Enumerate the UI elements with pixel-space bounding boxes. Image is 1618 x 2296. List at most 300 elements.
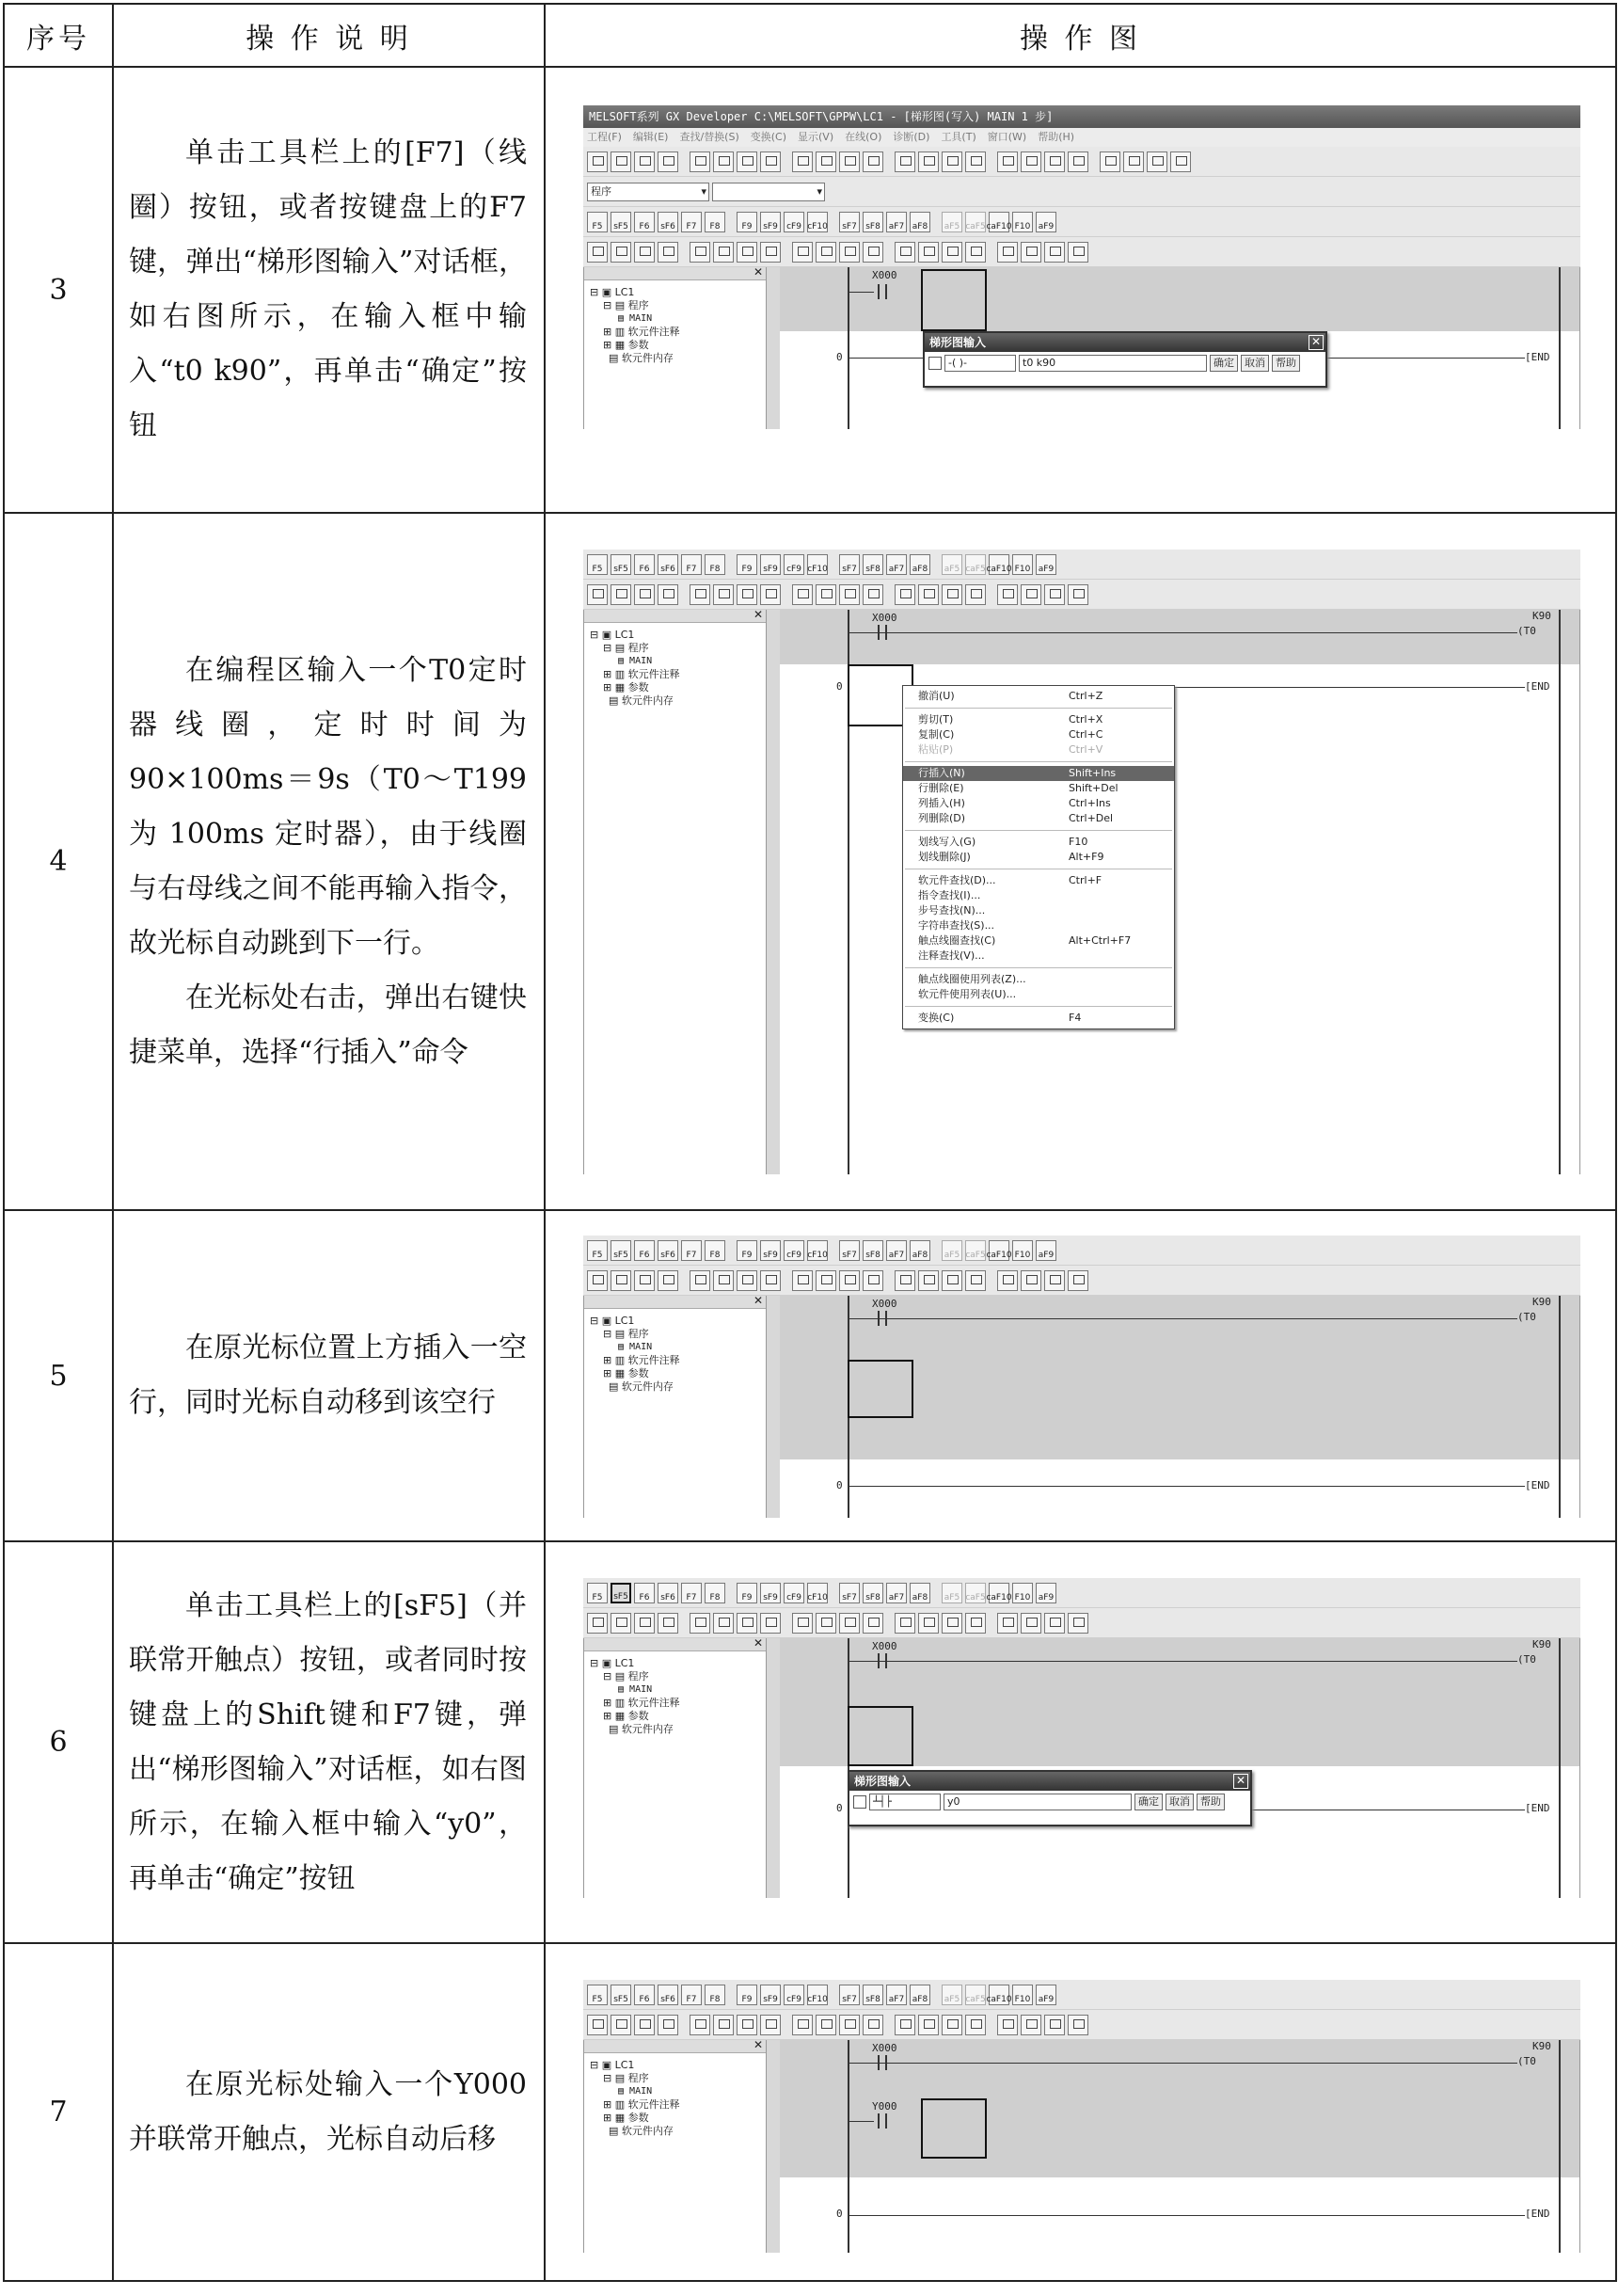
toolbar-icon[interactable] bbox=[997, 1613, 1018, 1634]
toolbar-icon[interactable] bbox=[587, 584, 608, 605]
ladder-key-button[interactable]: F6 bbox=[634, 1240, 655, 1261]
ladder-key-button[interactable]: F7 bbox=[681, 1583, 702, 1603]
toolbar-icon[interactable] bbox=[737, 151, 757, 172]
menu-item[interactable]: 诊断(D) bbox=[893, 131, 930, 143]
ladder-key-button[interactable]: sF8 bbox=[863, 1240, 883, 1261]
toolbar-icon[interactable] bbox=[863, 2015, 883, 2035]
toolbar-icon[interactable] bbox=[965, 151, 986, 172]
ladder-key-button[interactable]: sF5 bbox=[611, 1583, 631, 1603]
program-combo[interactable]: 程序 ▾ bbox=[587, 183, 709, 201]
ladder-key-button[interactable]: aF7 bbox=[886, 554, 907, 575]
toolbar-icon[interactable] bbox=[918, 1613, 939, 1634]
toolbar-icon[interactable] bbox=[658, 1613, 678, 1634]
menu-item[interactable]: 窗口(W) bbox=[987, 131, 1027, 143]
tree-item[interactable]: ▤ 软元件内存 bbox=[609, 1723, 674, 1735]
ladder-key-button[interactable]: aF5 bbox=[942, 554, 962, 575]
ladder-key-button[interactable]: cF9 bbox=[784, 554, 804, 575]
toolbar-icon[interactable] bbox=[1068, 1613, 1088, 1634]
toolbar-icon[interactable] bbox=[760, 242, 781, 263]
menu-item[interactable]: 查找/替换(S) bbox=[679, 131, 739, 143]
context-menu-item[interactable] bbox=[903, 766, 1174, 781]
close-icon[interactable]: ✕ bbox=[753, 1294, 763, 1307]
toolbar-icon[interactable] bbox=[965, 1270, 986, 1291]
toolbar-icon[interactable] bbox=[690, 1270, 710, 1291]
toolbar-icon[interactable] bbox=[634, 1270, 655, 1291]
cancel-button[interactable]: 取消 bbox=[1241, 355, 1269, 372]
ladder-key-button[interactable]: cF9 bbox=[784, 1240, 804, 1261]
ladder-key-button[interactable]: F5 bbox=[587, 1985, 608, 2005]
menu-item[interactable]: 变换(C) bbox=[750, 131, 787, 143]
ladder-key-button[interactable]: F10 bbox=[1012, 1985, 1033, 2005]
ladder-key-button[interactable]: cF10 bbox=[807, 1240, 828, 1261]
ladder-key-button[interactable]: aF5 bbox=[942, 1583, 962, 1603]
tree-item[interactable]: ⊟ ▣ LC1 bbox=[590, 1657, 635, 1669]
tree-item[interactable]: ▤ MAIN bbox=[618, 2086, 653, 2097]
toolbar-icon[interactable] bbox=[895, 242, 915, 263]
ladder-key-button[interactable]: sF5 bbox=[611, 554, 631, 575]
toolbar-icon[interactable] bbox=[895, 1270, 915, 1291]
toolbar-icon[interactable] bbox=[792, 242, 813, 263]
context-menu-item[interactable] bbox=[903, 903, 1174, 918]
toolbar-icon[interactable] bbox=[587, 1270, 608, 1291]
toolbar-icon[interactable] bbox=[634, 151, 655, 172]
toolbar-icon[interactable] bbox=[713, 1270, 734, 1291]
ladder-key-button[interactable]: caF10 bbox=[989, 212, 1009, 232]
context-menu-item[interactable] bbox=[903, 811, 1174, 826]
toolbar-icon[interactable] bbox=[760, 1613, 781, 1634]
toolbar-icon[interactable] bbox=[942, 1613, 962, 1634]
ladder-key-button[interactable]: F9 bbox=[737, 212, 757, 232]
context-menu-item[interactable] bbox=[903, 918, 1174, 933]
toolbar-icon[interactable] bbox=[587, 242, 608, 263]
ladder-key-button[interactable]: sF9 bbox=[760, 1583, 781, 1603]
toolbar-icon[interactable] bbox=[634, 1613, 655, 1634]
toolbar-icon[interactable] bbox=[1044, 242, 1065, 263]
tree-item[interactable]: ⊞ ▦ 参数 bbox=[603, 2112, 649, 2124]
toolbar-icon[interactable] bbox=[863, 151, 883, 172]
ladder-key-button[interactable]: aF5 bbox=[942, 1240, 962, 1261]
tree-item[interactable]: ⊞ ▦ 参数 bbox=[603, 1367, 649, 1379]
ladder-key-button[interactable]: cF9 bbox=[784, 212, 804, 232]
ladder-key-button[interactable]: F8 bbox=[705, 1583, 725, 1603]
tree-item[interactable]: ⊟ ▣ LC1 bbox=[590, 2059, 635, 2071]
toolbar-icon[interactable] bbox=[1021, 242, 1041, 263]
ladder-key-button[interactable]: aF7 bbox=[886, 1583, 907, 1603]
toolbar-icon[interactable] bbox=[997, 584, 1018, 605]
toolbar-icon[interactable] bbox=[839, 2015, 860, 2035]
ladder-key-button[interactable]: caF5 bbox=[965, 1583, 986, 1603]
help-button[interactable]: 帮助 bbox=[1272, 355, 1300, 372]
context-menu-item[interactable] bbox=[903, 888, 1174, 903]
toolbar-icon[interactable] bbox=[816, 1270, 836, 1291]
toolbar-icon[interactable] bbox=[1021, 2015, 1041, 2035]
toolbar-icon[interactable] bbox=[895, 1613, 915, 1634]
close-icon[interactable]: ✕ bbox=[753, 265, 763, 279]
ladder-key-button[interactable]: sF7 bbox=[839, 212, 860, 232]
toolbar-icon[interactable] bbox=[1044, 1613, 1065, 1634]
ladder-key-button[interactable]: F5 bbox=[587, 1583, 608, 1603]
context-menu-item[interactable] bbox=[903, 949, 1174, 964]
ladder-key-button[interactable]: aF8 bbox=[910, 1583, 930, 1603]
toolbar-icon[interactable] bbox=[737, 2015, 757, 2035]
toolbar-icon[interactable] bbox=[1021, 1270, 1041, 1291]
ladder-key-button[interactable]: F10 bbox=[1012, 212, 1033, 232]
toolbar-icon[interactable] bbox=[863, 584, 883, 605]
toolbar-icon[interactable] bbox=[863, 242, 883, 263]
toolbar-icon[interactable] bbox=[816, 1613, 836, 1634]
toolbar-icon[interactable] bbox=[792, 151, 813, 172]
toolbar-icon[interactable] bbox=[1021, 1613, 1041, 1634]
context-menu-item[interactable] bbox=[903, 781, 1174, 796]
toolbar-icon[interactable] bbox=[1068, 151, 1088, 172]
toolbar-icon[interactable] bbox=[942, 1270, 962, 1291]
toolbar-icon[interactable] bbox=[690, 2015, 710, 2035]
toolbar-icon[interactable] bbox=[918, 1270, 939, 1291]
toolbar-icon[interactable] bbox=[634, 2015, 655, 2035]
menu-item[interactable]: 工具(T) bbox=[941, 131, 976, 143]
toolbar-icon[interactable] bbox=[816, 242, 836, 263]
toolbar-icon[interactable] bbox=[918, 242, 939, 263]
tree-item[interactable]: ⊟ ▤ 程序 bbox=[603, 299, 649, 311]
toolbar-icon[interactable] bbox=[737, 584, 757, 605]
ladder-key-button[interactable]: sF9 bbox=[760, 554, 781, 575]
ladder-key-button[interactable]: cF10 bbox=[807, 212, 828, 232]
toolbar-icon[interactable] bbox=[658, 584, 678, 605]
ladder-key-button[interactable]: aF7 bbox=[886, 212, 907, 232]
ladder-key-button[interactable]: aF9 bbox=[1036, 212, 1056, 232]
ladder-key-button[interactable]: caF5 bbox=[965, 1985, 986, 2005]
ladder-key-button[interactable]: F8 bbox=[705, 1985, 725, 2005]
toolbar-icon[interactable] bbox=[863, 1613, 883, 1634]
ladder-key-button[interactable]: sF5 bbox=[611, 1985, 631, 2005]
toolbar-icon[interactable] bbox=[713, 1613, 734, 1634]
context-menu-item[interactable] bbox=[903, 972, 1174, 987]
toolbar-icon[interactable] bbox=[863, 1270, 883, 1291]
toolbar-icon[interactable] bbox=[760, 1270, 781, 1291]
toolbar-icon[interactable] bbox=[942, 242, 962, 263]
toolbar-icon[interactable] bbox=[760, 2015, 781, 2035]
context-menu-item[interactable] bbox=[903, 873, 1174, 888]
ladder-key-button[interactable]: aF8 bbox=[910, 212, 930, 232]
tree-item[interactable]: ⊞ ▦ 参数 bbox=[603, 339, 649, 351]
tree-item[interactable]: ▤ 软元件内存 bbox=[609, 2125, 674, 2137]
toolbar-icon[interactable] bbox=[816, 151, 836, 172]
ladder-key-button[interactable]: F9 bbox=[737, 1583, 757, 1603]
tree-item[interactable]: ⊞ ▥ 软元件注释 bbox=[603, 1697, 680, 1709]
ladder-key-button[interactable]: aF5 bbox=[942, 212, 962, 232]
ladder-key-button[interactable]: F7 bbox=[681, 212, 702, 232]
ladder-key-button[interactable]: aF7 bbox=[886, 1240, 907, 1261]
toolbar-icon[interactable] bbox=[965, 242, 986, 263]
toolbar-icon[interactable] bbox=[839, 1270, 860, 1291]
toolbar-icon[interactable] bbox=[690, 151, 710, 172]
ladder-key-button[interactable]: cF10 bbox=[807, 1985, 828, 2005]
toolbar-icon[interactable] bbox=[895, 2015, 915, 2035]
toolbar-icon[interactable] bbox=[658, 1270, 678, 1291]
symbol-select[interactable]: -( )- bbox=[944, 355, 1016, 372]
toolbar-icon[interactable] bbox=[1044, 584, 1065, 605]
context-menu-item[interactable] bbox=[903, 727, 1174, 742]
toolbar-icon[interactable] bbox=[816, 584, 836, 605]
toolbar-icon[interactable] bbox=[839, 242, 860, 263]
ladder-key-button[interactable]: F10 bbox=[1012, 554, 1033, 575]
toolbar-icon[interactable] bbox=[965, 2015, 986, 2035]
toolbar-icon[interactable] bbox=[997, 242, 1018, 263]
tree-item[interactable]: ▤ 软元件内存 bbox=[609, 1380, 674, 1393]
tree-item[interactable]: ⊞ ▥ 软元件注释 bbox=[603, 2098, 680, 2111]
ladder-key-button[interactable]: aF8 bbox=[910, 1240, 930, 1261]
ladder-key-button[interactable]: F6 bbox=[634, 1583, 655, 1603]
ladder-key-button[interactable]: sF9 bbox=[760, 212, 781, 232]
ladder-key-button[interactable]: caF5 bbox=[965, 212, 986, 232]
ladder-key-button[interactable]: caF10 bbox=[989, 1583, 1009, 1603]
tree-item[interactable]: ⊟ ▣ LC1 bbox=[590, 1315, 635, 1327]
toolbar-icon[interactable] bbox=[611, 151, 631, 172]
close-icon[interactable]: ✕ bbox=[1233, 1774, 1248, 1789]
ladder-key-button[interactable]: F9 bbox=[737, 554, 757, 575]
tree-item-label: 软元件内存 bbox=[621, 1380, 674, 1393]
menu-item[interactable]: 帮助(H) bbox=[1038, 131, 1075, 143]
toolbar-icon[interactable] bbox=[942, 2015, 962, 2035]
ladder-key-button[interactable]: F9 bbox=[737, 1985, 757, 2005]
ok-button[interactable]: 确定 bbox=[1210, 355, 1238, 372]
toolbar-icon[interactable] bbox=[792, 2015, 813, 2035]
toolbar-icon[interactable] bbox=[737, 1270, 757, 1291]
ladder-key-button[interactable]: sF6 bbox=[658, 554, 678, 575]
toolbar-icon[interactable] bbox=[587, 151, 608, 172]
close-icon[interactable]: ✕ bbox=[753, 608, 763, 621]
ladder-key-button[interactable]: F10 bbox=[1012, 1583, 1033, 1603]
ladder-key-button[interactable]: cF9 bbox=[784, 1985, 804, 2005]
toolbar-icon[interactable] bbox=[587, 2015, 608, 2035]
toolbar-icon[interactable] bbox=[760, 584, 781, 605]
tree-item[interactable]: ▤ MAIN bbox=[618, 313, 653, 324]
ladder-key-button[interactable]: F8 bbox=[705, 1240, 725, 1261]
toolbar-icon[interactable] bbox=[658, 2015, 678, 2035]
toolbar-icon[interactable] bbox=[658, 151, 678, 172]
ladder-key-button[interactable]: F7 bbox=[681, 554, 702, 575]
toolbar-icon[interactable] bbox=[965, 1613, 986, 1634]
toolbar-icon[interactable] bbox=[1147, 151, 1167, 172]
tree-item[interactable]: ⊞ ▦ 参数 bbox=[603, 1710, 649, 1722]
context-menu-item[interactable] bbox=[903, 835, 1174, 850]
ladder-key-button[interactable]: cF10 bbox=[807, 1583, 828, 1603]
toolbar-icon[interactable] bbox=[1044, 2015, 1065, 2035]
toolbar-icon[interactable] bbox=[1100, 151, 1120, 172]
ladder-key-button[interactable]: cF10 bbox=[807, 554, 828, 575]
toolbar-icon[interactable] bbox=[713, 584, 734, 605]
tree-item[interactable]: ⊟ ▣ LC1 bbox=[590, 629, 635, 641]
toolbar-icon[interactable] bbox=[737, 1613, 757, 1634]
ladder-key-button[interactable]: sF8 bbox=[863, 1985, 883, 2005]
tree-item[interactable]: ⊟ ▣ LC1 bbox=[590, 286, 635, 298]
toolbar-icon[interactable] bbox=[634, 242, 655, 263]
ladder-key-button[interactable]: sF7 bbox=[839, 1985, 860, 2005]
context-menu-item[interactable] bbox=[903, 742, 1174, 757]
toolbar-icon[interactable] bbox=[713, 2015, 734, 2035]
device-combo[interactable] bbox=[712, 183, 825, 201]
tree-item[interactable]: ⊞ ▦ 参数 bbox=[603, 681, 649, 694]
context-menu-item[interactable] bbox=[903, 689, 1174, 704]
toolbar-icon[interactable] bbox=[1068, 1270, 1088, 1291]
toolbar-icon[interactable] bbox=[895, 584, 915, 605]
ladder-key-button[interactable]: F6 bbox=[634, 1985, 655, 2005]
toolbar-icon[interactable] bbox=[690, 584, 710, 605]
ladder-key-button[interactable]: F7 bbox=[681, 1985, 702, 2005]
ladder-key-button[interactable]: sF8 bbox=[863, 212, 883, 232]
tree-item[interactable]: ▤ MAIN bbox=[618, 656, 653, 666]
ladder-key-button[interactable]: sF7 bbox=[839, 1583, 860, 1603]
ladder-key-button[interactable]: aF8 bbox=[910, 554, 930, 575]
ladder-key-button[interactable]: F6 bbox=[634, 212, 655, 232]
toolbar-icon[interactable] bbox=[760, 151, 781, 172]
toolbar-icon[interactable] bbox=[895, 151, 915, 172]
toolbar-icon[interactable] bbox=[611, 584, 631, 605]
toolbar-icon[interactable] bbox=[942, 584, 962, 605]
toolbar-icon[interactable] bbox=[965, 584, 986, 605]
context-menu-item[interactable] bbox=[903, 987, 1174, 1002]
ladder-key-button[interactable]: sF8 bbox=[863, 554, 883, 575]
ladder-key-button[interactable]: caF10 bbox=[989, 554, 1009, 575]
cancel-button[interactable]: 取消 bbox=[1166, 1794, 1194, 1810]
ladder-key-button[interactable]: F10 bbox=[1012, 1240, 1033, 1261]
ladder-key-button[interactable]: caF10 bbox=[989, 1240, 1009, 1261]
toolbar-icon[interactable] bbox=[1044, 151, 1065, 172]
toolbar-icon[interactable] bbox=[1021, 584, 1041, 605]
toolbar-icon[interactable] bbox=[1123, 151, 1144, 172]
toolbar-icon[interactable] bbox=[690, 1613, 710, 1634]
ladder-key-button[interactable]: sF8 bbox=[863, 1583, 883, 1603]
ladder-key-button[interactable]: F7 bbox=[681, 1240, 702, 1261]
tree-item[interactable]: ⊞ ▥ 软元件注释 bbox=[603, 1354, 680, 1366]
ladder-key-button[interactable]: aF8 bbox=[910, 1985, 930, 2005]
ladder-key-button[interactable]: caF5 bbox=[965, 1240, 986, 1261]
ladder-key-button[interactable]: sF9 bbox=[760, 1240, 781, 1261]
toolbar-icon[interactable] bbox=[839, 584, 860, 605]
tree-item[interactable]: ▤ MAIN bbox=[618, 1684, 653, 1695]
toolbar-icon[interactable] bbox=[658, 242, 678, 263]
ladder-key-button[interactable]: F6 bbox=[634, 554, 655, 575]
toolbar-icon[interactable] bbox=[918, 151, 939, 172]
ladder-key-button[interactable]: sF5 bbox=[611, 1240, 631, 1261]
toolbar-icon[interactable] bbox=[839, 1613, 860, 1634]
tree-item[interactable]: ⊟ ▤ 程序 bbox=[603, 1670, 649, 1682]
tree-item[interactable]: ▤ 软元件内存 bbox=[609, 694, 674, 707]
ladder-key-button[interactable]: caF5 bbox=[965, 554, 986, 575]
toolbar-icon[interactable] bbox=[997, 2015, 1018, 2035]
tree-item[interactable]: ▤ 软元件内存 bbox=[609, 352, 674, 364]
header-seq: 序号 bbox=[4, 4, 113, 67]
toolbar-icon[interactable] bbox=[713, 242, 734, 263]
ladder-key-button[interactable]: aF9 bbox=[1036, 1583, 1056, 1603]
context-menu-item[interactable] bbox=[903, 796, 1174, 811]
ladder-key-button[interactable]: caF10 bbox=[989, 1985, 1009, 2005]
ladder-key-button[interactable]: sF6 bbox=[658, 1985, 678, 2005]
toolbar-icon[interactable] bbox=[997, 151, 1018, 172]
toolbar-icon[interactable] bbox=[918, 2015, 939, 2035]
ladder-key-button[interactable]: F9 bbox=[737, 1240, 757, 1261]
ladder-key-button[interactable]: sF5 bbox=[611, 212, 631, 232]
tree-item[interactable]: ⊞ ▥ 软元件注释 bbox=[603, 326, 680, 338]
menu-item[interactable]: 工程(F) bbox=[587, 131, 622, 143]
ladder-toolbar bbox=[583, 1980, 1580, 2010]
instruction-input[interactable]: y0 bbox=[944, 1794, 1132, 1810]
toolbar-icon[interactable] bbox=[816, 2015, 836, 2035]
ok-button[interactable]: 确定 bbox=[1134, 1794, 1163, 1810]
ladder-key-button[interactable]: aF9 bbox=[1036, 1240, 1056, 1261]
toolbar-icon[interactable] bbox=[918, 584, 939, 605]
ladder-key-button[interactable]: aF9 bbox=[1036, 554, 1056, 575]
context-menu-item[interactable] bbox=[903, 1011, 1174, 1026]
context-menu-item[interactable] bbox=[903, 850, 1174, 865]
context-menu-item[interactable] bbox=[903, 712, 1174, 727]
ladder-key-button[interactable]: sF6 bbox=[658, 212, 678, 232]
ladder-key-button[interactable]: F8 bbox=[705, 554, 725, 575]
ladder-key-button[interactable]: F5 bbox=[587, 554, 608, 575]
toolbar-icon[interactable] bbox=[611, 1613, 631, 1634]
toolbar-icon[interactable] bbox=[1170, 151, 1191, 172]
menu-item[interactable]: 编辑(E) bbox=[632, 131, 669, 143]
ladder-key-button[interactable]: sF9 bbox=[760, 1985, 781, 2005]
ladder-key-button[interactable]: aF9 bbox=[1036, 1985, 1056, 2005]
toolbar-icon[interactable] bbox=[713, 151, 734, 172]
toolbar-icon[interactable] bbox=[1068, 2015, 1088, 2035]
toolbar-icon[interactable] bbox=[690, 242, 710, 263]
close-icon[interactable]: ✕ bbox=[753, 1636, 763, 1650]
ladder-key-button[interactable]: aF7 bbox=[886, 1985, 907, 2005]
ladder-key-button[interactable]: sF7 bbox=[839, 554, 860, 575]
ladder-key-button[interactable]: sF7 bbox=[839, 1240, 860, 1261]
toolbar-icon[interactable] bbox=[839, 151, 860, 172]
toolbar-icon[interactable] bbox=[1068, 242, 1088, 263]
toolbar-icon[interactable] bbox=[1044, 1270, 1065, 1291]
toolbar-icon[interactable] bbox=[792, 1270, 813, 1291]
toolbar-icon[interactable] bbox=[792, 584, 813, 605]
toolbar-icon[interactable] bbox=[997, 1270, 1018, 1291]
toolbar-icon[interactable] bbox=[611, 2015, 631, 2035]
menu-item[interactable]: 显示(V) bbox=[798, 131, 834, 143]
tree-item[interactable]: ⊟ ▤ 程序 bbox=[603, 1328, 649, 1340]
toolbar-icon[interactable] bbox=[1021, 151, 1041, 172]
toolbar-icon[interactable] bbox=[792, 1613, 813, 1634]
tree-item[interactable]: ⊟ ▤ 程序 bbox=[603, 2072, 649, 2084]
symbol-select[interactable]: ┴┤├ bbox=[869, 1794, 941, 1810]
tree-item[interactable]: ▤ MAIN bbox=[618, 1342, 653, 1352]
close-icon[interactable]: ✕ bbox=[753, 2038, 763, 2051]
toolbar-icon[interactable] bbox=[942, 151, 962, 172]
toolbar-icon[interactable] bbox=[611, 1270, 631, 1291]
close-icon[interactable]: ✕ bbox=[1309, 335, 1324, 350]
ladder-key-button[interactable]: F5 bbox=[587, 212, 608, 232]
ladder-key-button[interactable]: F8 bbox=[705, 212, 725, 232]
ladder-key-button[interactable]: cF9 bbox=[784, 1583, 804, 1603]
tree-item[interactable]: ⊟ ▤ 程序 bbox=[603, 642, 649, 654]
toolbar-icon[interactable] bbox=[1068, 584, 1088, 605]
help-button[interactable]: 帮助 bbox=[1197, 1794, 1225, 1810]
toolbar-icon[interactable] bbox=[634, 584, 655, 605]
ladder-key-button[interactable]: F5 bbox=[587, 1240, 608, 1261]
ladder-key-button[interactable]: aF5 bbox=[942, 1985, 962, 2005]
toolbar-icon[interactable] bbox=[611, 242, 631, 263]
ladder-key-button[interactable]: sF6 bbox=[658, 1240, 678, 1261]
instruction-input[interactable]: t0 k90 bbox=[1019, 355, 1207, 372]
toolbar-icon[interactable] bbox=[737, 242, 757, 263]
context-menu-item[interactable] bbox=[903, 933, 1174, 949]
toolbar-icon[interactable] bbox=[587, 1613, 608, 1634]
tree-item[interactable]: ⊞ ▥ 软元件注释 bbox=[603, 668, 680, 680]
menu-item[interactable]: 在线(O) bbox=[845, 131, 882, 143]
ladder-key-button[interactable]: sF6 bbox=[658, 1583, 678, 1603]
